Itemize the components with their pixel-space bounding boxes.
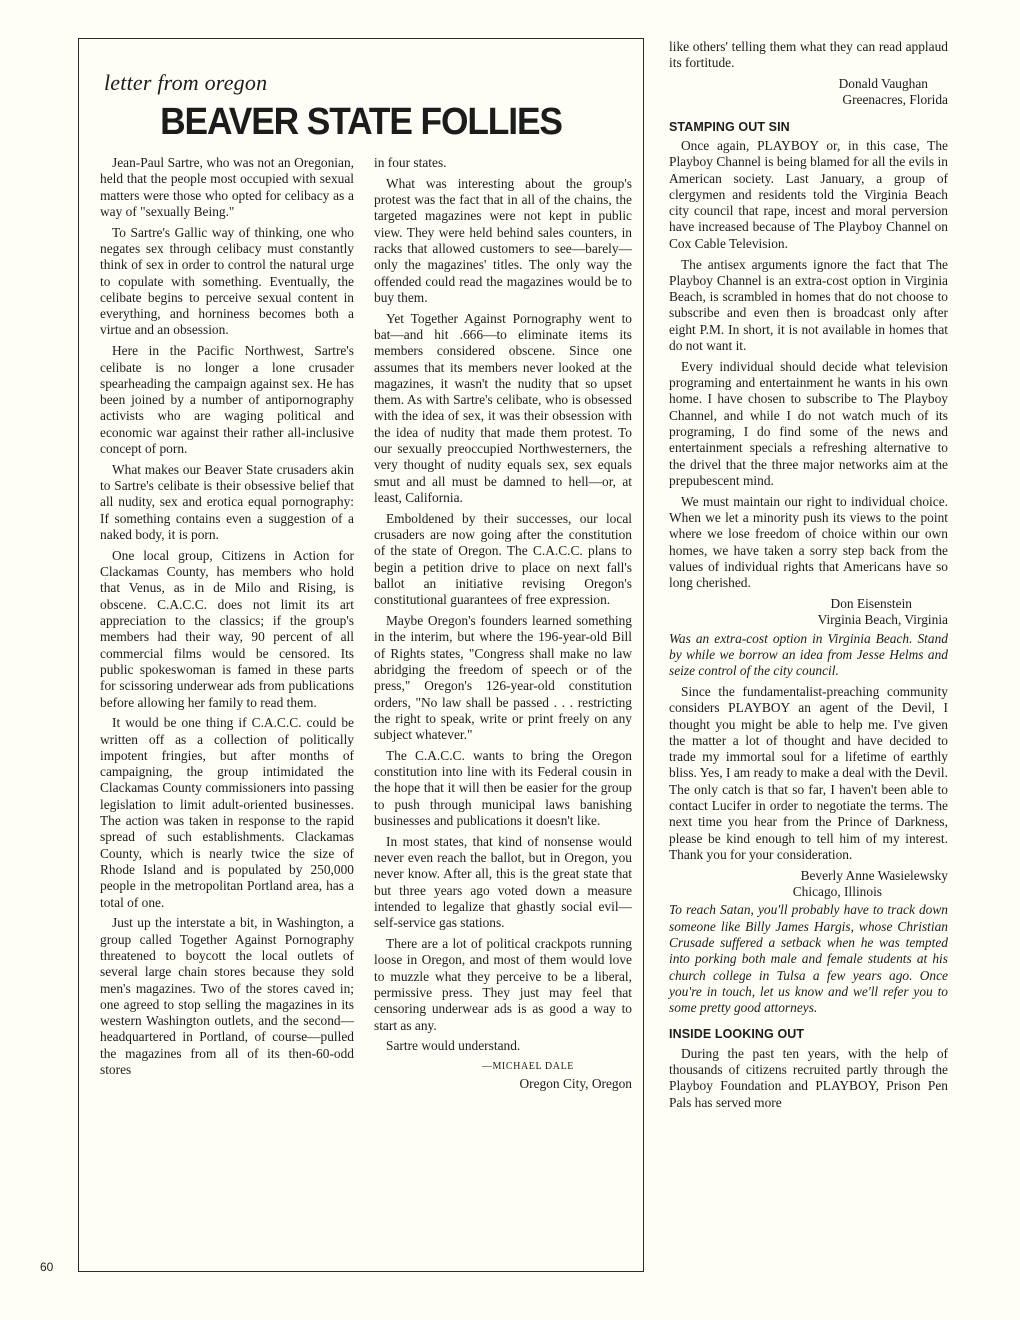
article-kicker: letter from oregon (104, 70, 268, 95)
signature-place: Virginia Beach, Virginia (817, 612, 948, 628)
paragraph: What was interesting about the group's protest was the fact that in all of the chains, the targeted magazines were not kept in public view. They were held behind sales counters, in racks that allowed customers to see—barely—only the magazines' titles. The only way the offended could read the magazines would be to buy them. (374, 175, 632, 305)
paragraph: Since the fundamentalist-preaching community considers PLAYBOY an agent of the Devil, I thought you might be able to help me. I've given the matter a lot of thought and have decided to trade my immortal soul for a lifetime of earthly bliss. Yes, I am ready to make a deal with the Devil. The only catch is that so far, I haven't been able to contact Lucifer in order to negotiate the terms. The next time you hear from the Prince of Darkness, please be kind enough to tell him of my interest. Thank you for your consideration. (669, 683, 948, 862)
paragraph: It would be one thing if C.A.C.C. could be written off as a collection of politically impotent fringies, but after months of campaigning, the group intimidated the Clackamas County commissioners into passing legislation to limit adult-oriented businesses. The action was taken in response to the rapid spread of such establishments. Clackamas County, which is nearly twice the size of Rhode Island and is populated by 250,000 people in the metropolitan Portland area, has a total of one. (100, 715, 354, 910)
paragraph: The C.A.C.C. wants to bring the Oregon constitution into line with its Federal cousin in the hope that it will then be easier for the group to push through municipal laws banishing businesses and publications it doesn't like. (374, 747, 632, 829)
paragraph: The antisex arguments ignore the fact that The Playboy Channel is an extra-cost option in Virginia Beach, is scrambled in homes that do not choose to subscribe and even then is broadcast only after eight P.M. In short, it is not available in homes that do not want it. (669, 256, 948, 354)
signature-place: Chicago, Illinois (792, 884, 882, 900)
section-heading: INSIDE LOOKING OUT (669, 1027, 805, 1042)
article-column-1 (100, 155, 354, 1083)
paragraph: We must maintain our right to individual choice. When we let a minority push its views to the point where we lose freedom of choice within our own homes, we have taken a sorry step back from the values of individual rights that Americans have so long cherished. (669, 493, 948, 591)
editor-response: Was an extra-cost option in Virginia Beach. Stand by while we borrow an idea from Jesse Helms and seize control of the city council. (669, 630, 948, 679)
signature-place: Greenacres, Florida (842, 92, 948, 108)
section-heading: STAMPING OUT SIN (669, 119, 790, 134)
paragraph: Here in the Pacific Northwest, Sartre's celibate is no longer a lone crusader spearheading the campaign against sex. He has been joined by a number of antipornography activists who are waging political and economic war against their rather all-inclusive concept of porn. (100, 343, 354, 457)
article-column-2 (374, 155, 632, 1092)
paragraph: Jean-Paul Sartre, who was not an Oregonian, held that the people most occupied with sexual matters were those who opted for celibacy as a way of "sexually Being." (100, 155, 354, 219)
letters-column (669, 39, 948, 1115)
paragraph: Emboldened by their successes, our local crusaders are now going after the constitution of the state of Oregon. The C.A.C.C. plans to begin a petition drive to place on next fall's ballot an initiative revising Oregon's constitutional guarantees of free expression. (374, 510, 632, 608)
signature-name: Beverly Anne Wasielewsky (800, 867, 948, 883)
editor-response: To reach Satan, you'll probably have to track down someone like Billy James Hargis, whose Christian Crusade suffered a setback when he was tempted into porking both male and female students at his church college in Tulsa a few years ago. Once you're in touch, let us know and we'll refer you to some pretty good attorneys. (669, 902, 948, 1016)
paragraph: One local group, Citizens in Action for Clackamas County, has members who hold that Venus, as in de Milo and Rising, is obscene. C.A.C.C. does not limit its art appreciation to the classics; if the group's members had their way, 90 percent of all commercial films would be censored. Its public spokeswoman is famed in these parts for scissoring underwear ads from publications before allowing her family to read them. (100, 547, 354, 710)
paragraph: Once again, PLAYBOY or, in this case, The Playboy Channel is being blamed for all the evils in American society. Last January, a group of clergymen and residents told the Virginia Beach city council that rape, incest and moral perversion have increased because of The Playboy Channel on Cox Cable Television. (669, 137, 948, 251)
paragraph: During the past ten years, with the help of thousands of citizens recruited partly through the Playboy Foundation and PLAYBOY, Prison Pen Pals has served more (669, 1045, 948, 1110)
paragraph: Maybe Oregon's founders learned something in the interim, but where the 196-year-old Bill of Rights states, "Congress shall make no law abridging the freedom of speech or of the press," Oregon's 126-year-old constitution orders, "No law shall be passed . . . restricting the right to speak, write or print freely on any subject whatever." (374, 613, 632, 743)
paragraph: Just up the interstate a bit, in Washington, a group called Together Against Pornography threatened to boycott the local outlets of several large chain stores because they sold men's magazines. Two of the stores caved in; one agreed to stop selling the magazines in its western Washington outlets, and the second—headquartered in Portland, of course—pulled the magazines from all of its then-60-odd stores (100, 915, 354, 1078)
paragraph: In most states, that kind of nonsense would never even reach the ballot, but in Oregon, you never know. After all, this is the great state that but three years ago voted down a measure intended to legalize that ghastly social evil—self-service gas stations. (374, 833, 632, 931)
paragraph: What makes our Beaver State crusaders akin to Sartre's celibate is their obsessive belief that all nudity, sex and erotica equal pornography: If something contains even a suggestion of a naked body, it is porn. (100, 461, 354, 543)
paragraph-continued: in four states. (374, 155, 447, 170)
paragraph: Sartre would understand. (386, 1038, 521, 1054)
article-author-location: Oregon City, Oregon (519, 1075, 632, 1091)
paragraph: Every individual should decide what television programing and entertainment he wants in his own home. I have chosen to subscribe to The Playboy Channel, and while I do not watch much of its programing, I do find some of the news and entertainment specials a refreshing alternative to the drivel that the three major networks aim at the prepubescent mind. (669, 358, 948, 488)
signature-name: Donald Vaughan (838, 76, 928, 92)
paragraph: There are a lot of political crackpots running loose in Oregon, and most of them would love to muzzle what they perceive to be a liberal, permissive press. They just may feel that censoring underwear ads is as good a way to start as any. (374, 936, 632, 1033)
page-number: 60 (40, 1260, 54, 1274)
article-headline: BEAVER STATE FOLLIES (160, 101, 562, 143)
article-author: —MICHAEL DALE (481, 1061, 574, 1073)
signature-name: Don Eisenstein (830, 596, 912, 611)
paragraph-continued: like others' telling them what they can read applaud its fortitude. (669, 39, 948, 71)
paragraph: To Sartre's Gallic way of thinking, one who negates sex through celibacy must constantly think of sex in order to control the natural urge to copulate with something. Eventually, the celibate begins to perceive sexual content in everything, and horniness becomes both a virtue and an obsession. (100, 224, 354, 338)
paragraph: Yet Together Against Pornography went to bat—and hit .666—to eliminate items its members considered obscene. Since one assumes that its members never looked at the magazines, it wasn't the nudity that so upset them. As with Sartre's celibate, who is obsessed with the idea of sex, it was their obsession with the idea of nudity that made them protest. To our sexually preoccupied Northwesterners, the very thought of nudity equals sex, sex equals smut and all must be damned to hell—or, at least, California. (374, 310, 632, 505)
